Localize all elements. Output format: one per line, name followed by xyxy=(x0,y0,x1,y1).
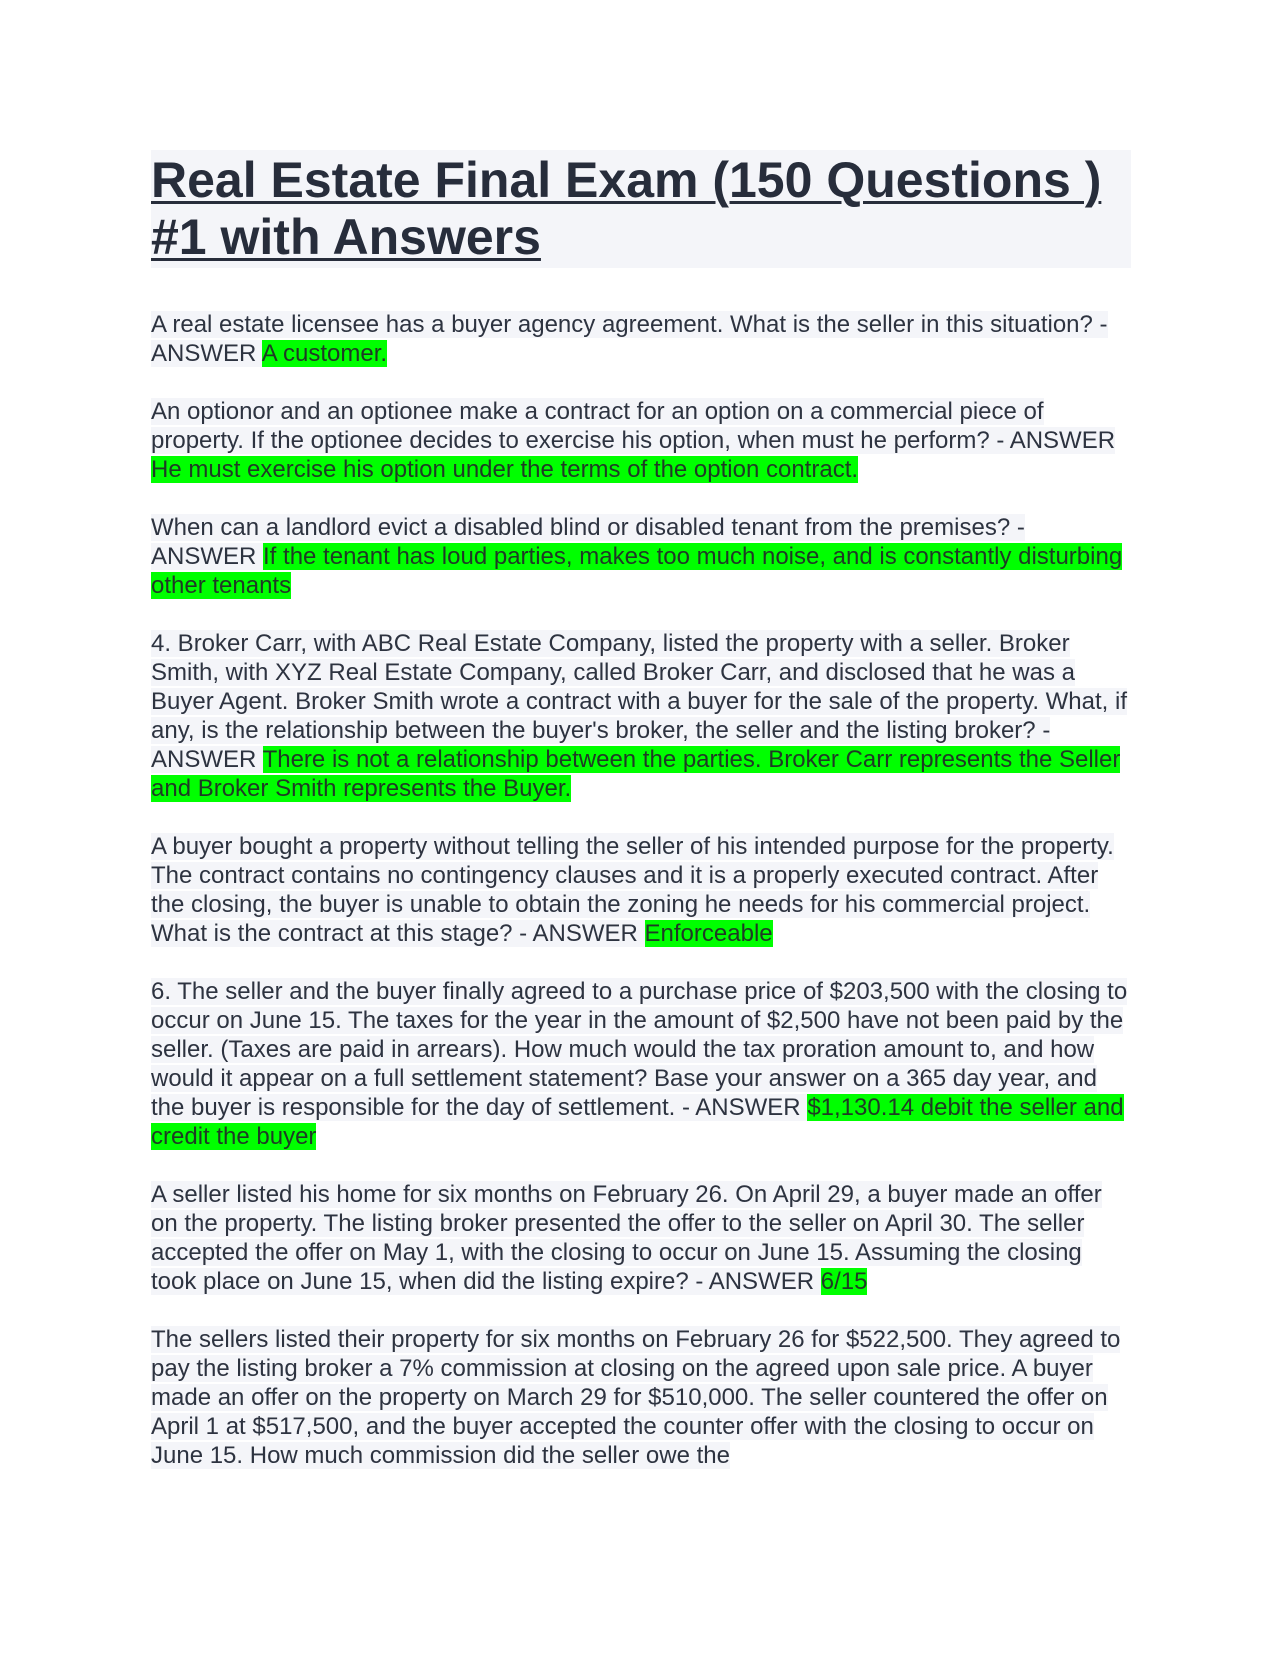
answer-separator: - ANSWER xyxy=(151,514,1025,570)
qa-item-8 xyxy=(151,1325,1131,1470)
answer-highlight: He must exercise his option under the terms of the option contract. xyxy=(151,456,859,483)
qa-item-2 xyxy=(151,397,1131,484)
answer-highlight: Enforceable xyxy=(644,920,773,947)
answer-highlight: A customer. xyxy=(261,340,388,367)
answer-highlight: There is not a relationship between the parties. Broker Carr represents the Seller and Broker Smith represents the Buyer. xyxy=(151,746,1121,802)
question-text: When can a landlord evict a disabled blind or disabled tenant from the premises? xyxy=(151,514,1011,541)
answer-separator: - ANSWER xyxy=(151,717,1051,773)
answer-separator: - ANSWER xyxy=(688,1268,821,1295)
qa-item-6 xyxy=(151,977,1131,1151)
answer-separator: - ANSWER xyxy=(151,311,1108,367)
answer-separator: - ANSWER xyxy=(989,427,1116,454)
title-block xyxy=(151,150,1131,268)
question-text: A buyer bought a property without telling the seller of his intended purpose for the property. The contract contains no contingency clauses and it is a properly executed contract. After the closing, the buyer is unable to obtain the zoning he needs for his commercial project. What is the contract at this stage? xyxy=(151,833,1114,947)
question-text: An optionor and an optionee make a contract for an option on a commercial piece of property. If the optionee decides to exercise his option, when must he perform? xyxy=(151,398,1044,454)
document-title: Real Estate Final Exam (150 Questions ) #1 with Answers xyxy=(151,152,1102,265)
question-text: A seller listed his home for six months on February 26. On April 29, a buyer made an offer on the property. The listing broker presented the offer to the seller on April 30. The seller accepted the offer on May 1, with the closing to occur on June 15. Assuming the closing took place on June 15, when did the listing expire? xyxy=(151,1181,1102,1295)
answer-highlight: 6/15 xyxy=(820,1268,868,1295)
question-text: The sellers listed their property for six months on February 26 for $522,500. They agreed to pay the listing broker a 7% commission at closing on the agreed upon sale price. A buyer made an offer on the property on March 29 for $510,000. The seller countered the offer on April 1 at $517,500, and the buyer accepted the counter offer with the closing to occur on June 15. How much commission did the seller owe the xyxy=(151,1326,1121,1469)
document-page xyxy=(151,150,1131,1499)
answer-separator: - ANSWER xyxy=(512,920,645,947)
qa-item-7 xyxy=(151,1180,1131,1296)
qa-item-3 xyxy=(151,513,1131,600)
qa-item-1 xyxy=(151,310,1131,368)
qa-item-5 xyxy=(151,832,1131,948)
qa-item-4 xyxy=(151,629,1131,803)
answer-highlight: $1,130.14 debit the seller and credit the buyer xyxy=(151,1094,1124,1150)
answer-separator: - ANSWER xyxy=(675,1094,808,1121)
question-text: 6. The seller and the buyer finally agreed to a purchase price of $203,500 with the closing to occur on June 15. The taxes for the year in the amount of $2,500 have not been paid by the seller. (Taxes are paid in arrears). How much would the tax proration amount to, and how would it appear on a full settlement statement? Base your answer on a 365 day year, and the buyer is responsible for the day of settlement. xyxy=(151,978,1128,1121)
question-text: A real estate licensee has a buyer agency agreement. What is the seller in this situation? xyxy=(151,311,1093,338)
question-text: 4. Broker Carr, with ABC Real Estate Company, listed the property with a seller. Broker Smith, with XYZ Real Estate Company, called Broker Carr, and disclosed that he was a Buyer Agent. Broker Smith wrote a contract with a buyer for the sale of the property. What, if any, is the relationship between the buyer's broker, the seller and the listing broker? xyxy=(151,630,1128,744)
answer-highlight: If the tenant has loud parties, makes too much noise, and is constantly disturbing other tenants xyxy=(151,543,1123,599)
